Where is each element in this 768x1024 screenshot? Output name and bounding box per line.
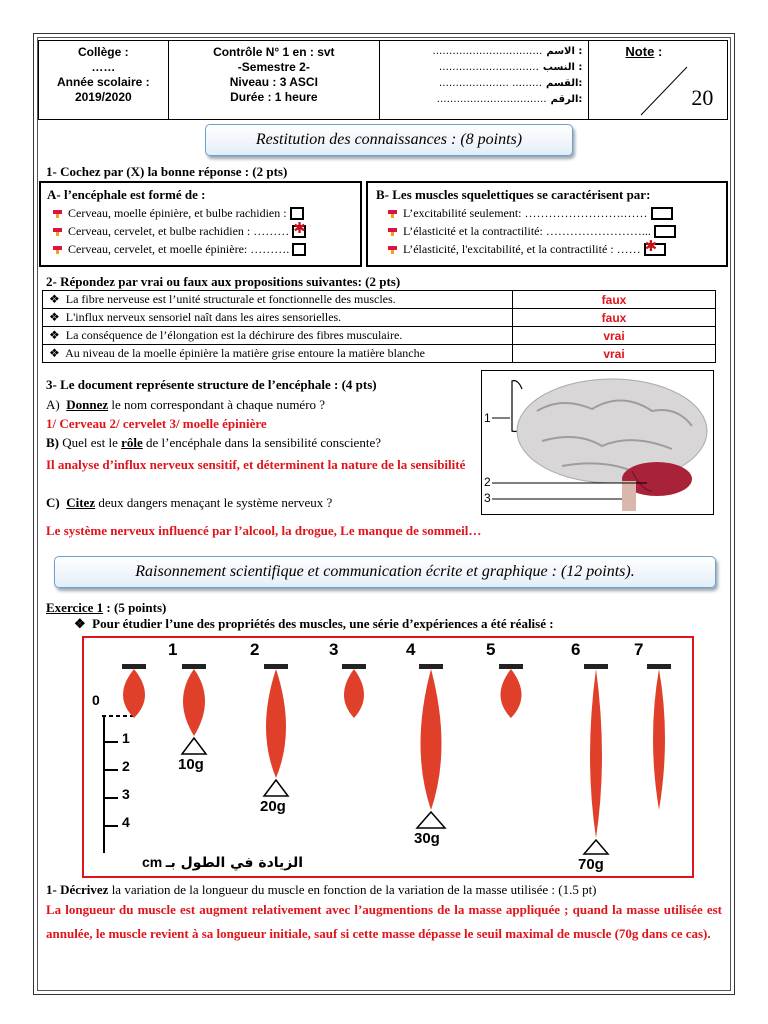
brain-figure <box>481 370 714 515</box>
mass-label-70g: 70g <box>578 856 604 873</box>
note-slash <box>639 63 699 117</box>
q1b-checkbox-2[interactable] <box>654 225 676 238</box>
scale-label-0: 0 <box>92 692 100 708</box>
table-row: ❖ La fibre nerveuse est l’unité structurale et fonctionnelle des muscles. faux <box>43 291 716 309</box>
q3b-answer: Il analyse d’influx nerveux sensitif, et déterminent la nature de la sensibilité <box>46 457 466 472</box>
q1-box-b <box>366 181 728 267</box>
scale-label-1: 1 <box>122 730 130 746</box>
note-label: Note <box>625 44 655 59</box>
experiment-number-7: 7 <box>634 640 644 659</box>
bullet-icon <box>53 227 62 236</box>
q1b-option-2: L’élasticité et la contractilité: ……………………... <box>388 223 726 239</box>
student-number-row: …………………………… الرقم: <box>436 94 583 105</box>
exam-duration: Durée : 1 heure <box>230 90 318 104</box>
q3-title: 3- Le document représente structure de l’encéphale : (4 pts) <box>46 377 377 392</box>
q1a-checkbox-1[interactable] <box>290 207 304 220</box>
q1a-checkbox-2-checked[interactable] <box>292 225 306 238</box>
q2-answer-1[interactable]: faux <box>513 291 716 309</box>
table-row: ❖ La conséquence de l’élongation est la déchirure des fibres musculaire. vrai <box>43 327 716 345</box>
exam-page <box>33 33 735 995</box>
experiment-number-3: 3 <box>329 640 339 659</box>
q1a-option-3: Cerveau, cervelet, et moelle épinière: ………. <box>53 241 360 257</box>
q2-title: 2- Répondez par vrai ou faux aux propositions suivantes: (2 pts) <box>46 274 401 289</box>
student-name-row: …………………………… الاسم : <box>432 46 583 57</box>
experiment-number-2: 2 <box>250 640 260 659</box>
scale-label-2: 2 <box>122 758 130 774</box>
q2-statement-4: Au niveau de la moelle épinière la matière grise entoure la matière blanche <box>65 346 425 360</box>
q1a-checkbox-3[interactable] <box>292 243 306 256</box>
student-surname-row: ………………………… النسب : <box>438 62 583 73</box>
mass-label-30g: 30g <box>414 830 440 847</box>
scale-label-3: 3 <box>122 786 130 802</box>
experiment-number-6: 6 <box>571 640 581 659</box>
section1-banner: Restitution des connaissances : (8 points) <box>205 124 573 156</box>
header-note-cell <box>589 41 727 119</box>
bullet-icon <box>388 227 397 236</box>
experiment-number-5: 5 <box>486 640 496 659</box>
year-value: 2019/2020 <box>74 90 132 104</box>
q2-answer-4[interactable]: vrai <box>513 345 716 363</box>
college-value: …… <box>91 60 116 74</box>
experiment-number-4: 4 <box>406 640 416 659</box>
figure-label-1: 1 <box>484 411 491 425</box>
q1a-option-1: Cerveau, moelle épinière, et bulbe rachidien : <box>53 205 360 221</box>
bullet-icon <box>53 245 62 254</box>
note-total: 20 <box>691 85 714 110</box>
q1-title: 1- Cochez par (X) la bonne réponse : (2 pts) <box>46 164 288 179</box>
header-exam-cell <box>169 41 380 119</box>
year-label: Année scolaire : <box>56 75 150 89</box>
q3a-answer: 1/ Cerveau 2/ cervelet 3/ moelle épinière <box>46 416 267 431</box>
q2-answer-2[interactable]: faux <box>513 309 716 327</box>
section2-banner: Raisonnement scientifique et communication écrite et graphique : (12 points). <box>54 556 716 588</box>
brain-illustration <box>482 371 712 513</box>
figure-label-3: 3 <box>484 491 491 505</box>
q1b-option-1: L’excitabilité seulement: …………………….…… <box>388 205 726 221</box>
q3b-question: B) Quel est le rôle de l’encéphale dans la sensibilité consciente? <box>46 435 381 450</box>
q2-answer-3[interactable]: vrai <box>513 327 716 345</box>
exam-title: Contrôle N° 1 en : svt <box>213 45 335 59</box>
exam-semester: -Semestre 2- <box>237 60 310 74</box>
ex1-intro: ❖ Pour étudier l’une des propriétés des muscles, une série d’expériences a été réalisé : <box>74 616 554 631</box>
q2-true-false-table <box>42 290 716 363</box>
bullet-icon <box>53 209 62 218</box>
mass-label-20g: 20g <box>260 798 286 815</box>
ex1-title: Exercice 1 : (5 points) <box>46 600 167 615</box>
experiment-number-1: 1 <box>168 640 178 659</box>
axis-caption: cm الزيادة في الطول بـ <box>142 854 304 871</box>
q3c-question: C) Citez deux dangers menaçant le système nerveux ? <box>46 495 333 510</box>
q2-statement-3: La conséquence de l’élongation est la déchirure des fibres musculaire. <box>65 328 403 342</box>
table-row: ❖ Au niveau de la moelle épinière la matière grise entoure la matière blanche vrai <box>43 345 716 363</box>
q2-statement-1: La fibre nerveuse est l’unité structurale et fonctionnelle des muscles. <box>65 292 396 306</box>
mass-label-10g: 10g <box>178 756 204 773</box>
scale-label-4: 4 <box>122 814 130 830</box>
note-colon: : <box>657 44 663 59</box>
q1b-title: B- Les muscles squelettiques se caractérisent par: <box>376 187 651 202</box>
student-class-row: ………………… ……… القسم: <box>438 78 583 89</box>
table-row: ❖ L'influx nerveux sensoriel naît dans les aires sensorielles. faux <box>43 309 716 327</box>
bullet-icon <box>388 245 397 254</box>
header-table <box>38 40 728 120</box>
college-label: Collège : <box>77 45 129 59</box>
q1b-checkbox-1[interactable] <box>651 207 673 220</box>
header-student-cell <box>380 41 589 119</box>
figure-label-2: 2 <box>484 475 491 489</box>
ex1-q1-answer: La longueur du muscle est augment relativement avec l’augmentions de la masse appliquée ; quand la masse utilisée est annulée, le muscle revient à sa longueur initiale, sauf si cette masse dépasse le seuil maximal de muscle (70g dans ce cas). <box>46 902 722 941</box>
muscle-experiment-diagram <box>84 638 692 876</box>
header-college-cell <box>39 41 169 119</box>
q3a-question: A) Donnez le nom correspondant à chaque numéro ? <box>46 397 326 412</box>
q1b-checkbox-3-checked[interactable] <box>644 243 666 256</box>
q1a-option-2: Cerveau, cervelet, et bulbe rachidien : ……… ✱ <box>53 223 360 239</box>
bullet-icon <box>388 209 397 218</box>
muscle-experiment-figure <box>82 636 694 878</box>
ex1-q1-question: 1- Décrivez la variation de la longueur du muscle en fonction de la variation de la masse utilisée : (1.5 pt) <box>46 882 597 897</box>
q1-box-a <box>39 181 362 267</box>
q1b-option-3: L’élasticité, l'excitabilité, et la contractilité : …… ✱ <box>388 241 726 257</box>
q1a-title: A- l’encéphale est formé de : <box>47 187 206 202</box>
q2-statement-2: L'influx nerveux sensoriel naît dans les aires sensorielles. <box>65 310 342 324</box>
exam-level: Niveau : 3 ASCI <box>229 75 318 89</box>
q3c-answer: Le système nerveux influencé par l’alcool, la drogue, Le manque de sommeil… <box>46 523 482 538</box>
